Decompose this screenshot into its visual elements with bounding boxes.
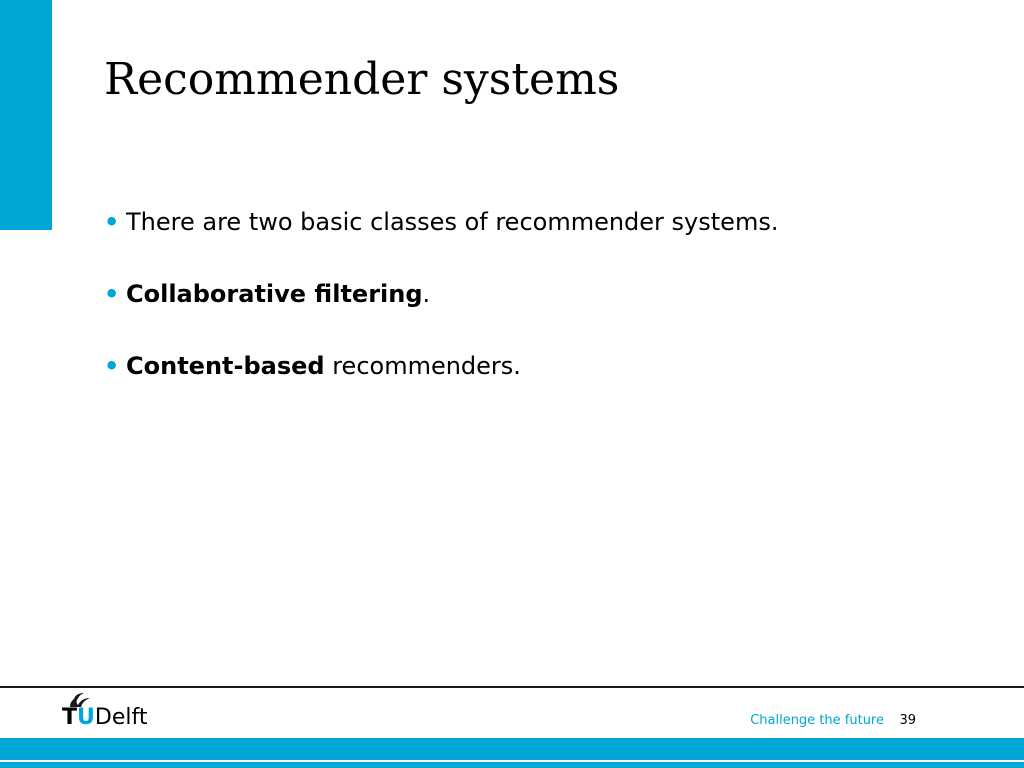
bottom-accent-band bbox=[0, 738, 1024, 760]
slide-title: Recommender systems bbox=[104, 54, 620, 105]
bullet-item bbox=[104, 276, 778, 312]
footer-divider bbox=[0, 686, 1024, 688]
bullet-text: recommenders. bbox=[324, 352, 521, 380]
bullet-list bbox=[104, 204, 778, 420]
bullet-item bbox=[104, 204, 778, 240]
bullet-text: There are two basic classes of recommender systems. bbox=[126, 208, 779, 236]
bullet-text: . bbox=[422, 280, 431, 308]
bottom-accent-band-thin bbox=[0, 762, 1024, 768]
bullet-bold-text: Content-based bbox=[126, 352, 325, 380]
logo-wordmark bbox=[62, 704, 147, 732]
bullet-item bbox=[104, 348, 778, 384]
accent-bar bbox=[0, 0, 52, 230]
bullet-marker: • bbox=[104, 352, 120, 380]
bullet-marker: • bbox=[104, 280, 120, 308]
tu-delft-logo bbox=[62, 692, 172, 736]
bullet-marker: • bbox=[104, 208, 120, 236]
bullet-bold-text: Collaborative filtering bbox=[126, 280, 423, 308]
logo-letter-t: T bbox=[62, 705, 78, 730]
logo-delft-text: Delft bbox=[94, 705, 148, 730]
logo-letter-u: U bbox=[77, 705, 95, 730]
page-number: 39 bbox=[899, 713, 916, 728]
footer-tagline: Challenge the future bbox=[750, 713, 884, 728]
